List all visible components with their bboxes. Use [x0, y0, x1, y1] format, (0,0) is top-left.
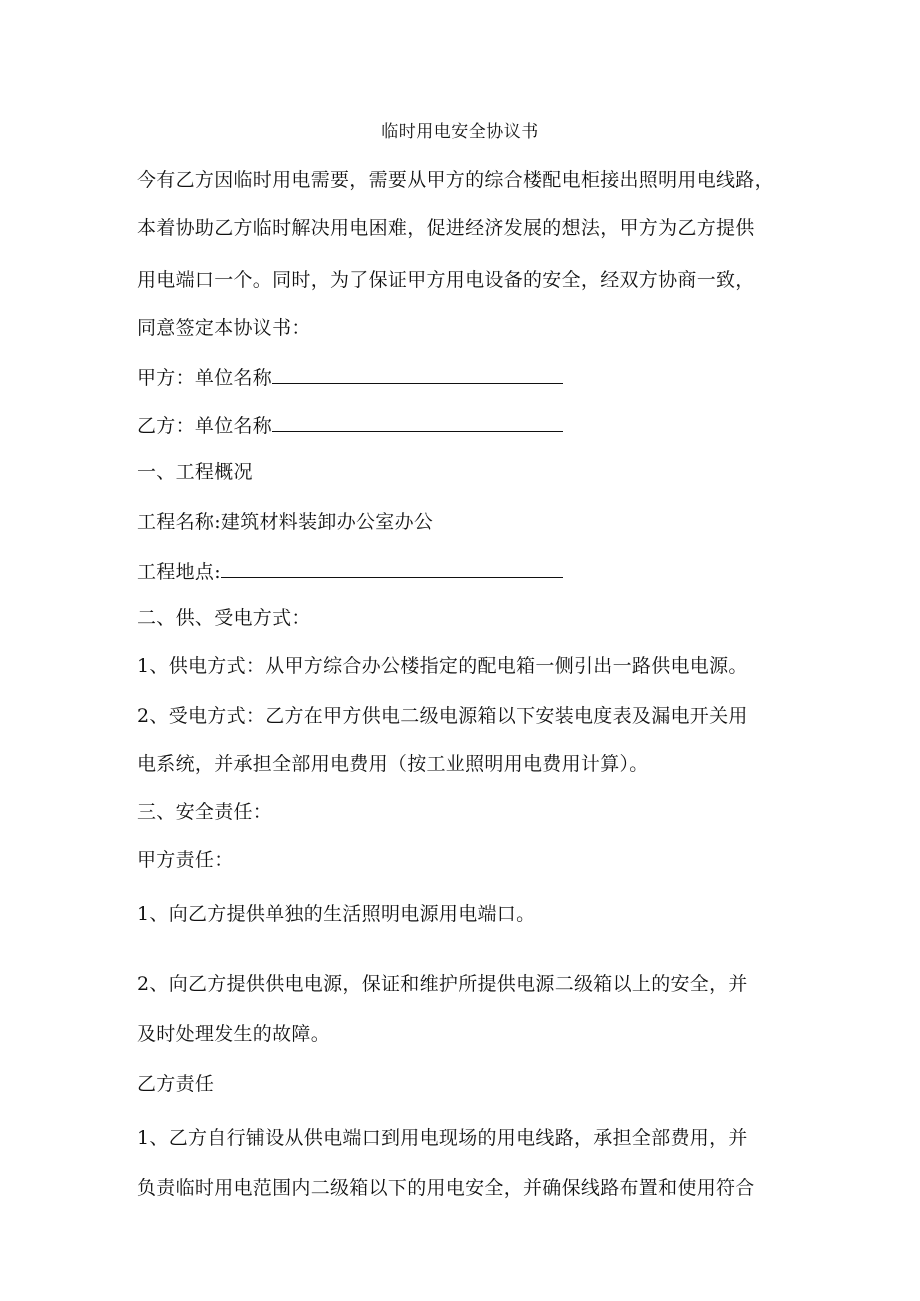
project-location-label: 工程地点: [137, 561, 221, 583]
intro-line-1: 今有乙方因临时用电需要，需要从甲方的综合楼配电柜接出照明用电线路， [137, 169, 774, 191]
project-location-line [137, 558, 563, 584]
supply-method: 1、供电方式：从甲方综合办公楼指定的配电箱一侧引出一路供电电源。 [137, 655, 748, 677]
section3-heading: 三、安全责任： [137, 801, 273, 823]
party-b-resp-1-line-2: 负责临时用电范围内二级箱以下的用电安全，并确保线路布置和使用符合 [137, 1177, 755, 1199]
document-title: 临时用电安全协议书 [381, 122, 539, 142]
intro-line-2: 本着协助乙方临时解决用电困难，促进经济发展的想法，甲方为乙方提供 [137, 217, 755, 239]
project-name: 工程名称:建筑材料装卸办公室办公 [137, 511, 434, 533]
party-a-resp-heading: 甲方责任： [137, 849, 234, 871]
party-b-label: 乙方：单位名称 [137, 415, 273, 437]
intro-line-3: 用电端口一个。同时，为了保证甲方用电设备的安全，经双方协商一致， [137, 269, 755, 291]
party-b-resp-heading: 乙方责任 [137, 1073, 215, 1095]
party-b-resp-1-line-1: 1、乙方自行铺设从供电端口到用电现场的用电线路，承担全部费用，并 [137, 1127, 748, 1149]
party-a-resp-2-line-2: 及时处理发生的故障。 [137, 1023, 331, 1045]
receive-method-line-1: 2、受电方式：乙方在甲方供电二级电源箱以下安装电度表及漏电开关用 [137, 705, 748, 727]
party-a-line [137, 364, 563, 390]
party-a-resp-2-line-1: 2、向乙方提供供电电源，保证和维护所提供电源二级箱以上的安全，并 [137, 973, 748, 995]
section1-heading: 一、工程概况 [137, 461, 253, 483]
project-location-blank [221, 558, 563, 578]
receive-method-line-2: 电系统，并承担全部用电费用（按工业照明用电费用计算）。 [137, 753, 649, 775]
party-a-label: 甲方：单位名称 [137, 367, 273, 389]
party-b-line [137, 412, 563, 438]
intro-line-4: 同意签定本协议书： [137, 317, 311, 339]
party-a-resp-1: 1、向乙方提供单独的生活照明电源用电端口。 [137, 903, 536, 925]
party-b-name-blank [272, 412, 563, 432]
section2-heading: 二、供、受电方式： [137, 607, 311, 629]
party-a-name-blank [272, 364, 563, 384]
